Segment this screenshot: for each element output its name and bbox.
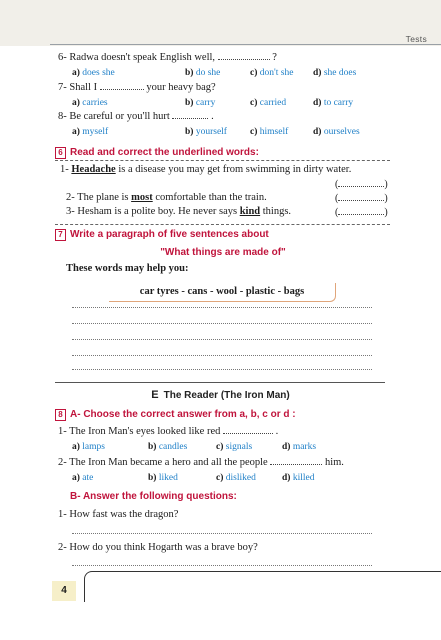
option-a[interactable]: a) does she [72,68,115,78]
answer-line[interactable] [72,533,372,534]
answer-blank[interactable] [218,51,270,60]
option-b[interactable]: b) yourself [185,127,227,137]
writing-line[interactable] [72,323,372,324]
answer-blank[interactable] [270,456,322,465]
section-8-part-b-title: B- Answer the following questions: [70,491,237,502]
question-8 [58,110,214,122]
option-a[interactable]: a) lamps [72,442,105,452]
word-bank: car tyres - cans - wool - plastic - bags [139,286,305,297]
option-d[interactable]: d) killed [282,473,315,483]
option-a[interactable]: a) myself [72,127,109,137]
option-b[interactable]: b) liked [148,473,178,483]
header-label: Tests [405,34,427,44]
question-7 [58,81,216,93]
answer-blank[interactable] [172,110,208,119]
reader-heading [0,389,441,401]
option-a[interactable]: a) ate [72,473,94,483]
question-text: 8- Be careful or you'll hurt [58,111,173,122]
underlined-word: kind [239,206,261,217]
correct-item-2: 2- The plane is most comfortable than the train. [66,192,267,203]
paragraph-topic: "What things are made of" [160,247,286,258]
answer-blank[interactable] [100,81,144,90]
section-8-part-a-title: A- Choose the correct answer from a, b, c or d : [70,409,296,420]
question-6 [58,51,277,63]
option-c[interactable]: c) carried [250,98,287,108]
open-question-1: 1- How fast was the dragon? [58,509,179,520]
reader-question-1: 1- The Iron Man's eyes looked like red . [58,426,279,437]
question-text: 6- Radwa doesn't speak English well, [58,52,218,63]
writing-line[interactable] [72,339,372,340]
correct-item-3: 3- Hesham is a polite boy. He never says kind things. [66,206,292,217]
footer-bracket [84,571,441,602]
hint-text: These words may help you: [66,263,189,274]
writing-line[interactable] [72,307,372,308]
question-text: 7- Shall I [58,82,100,93]
section-number-7: 7 [55,229,66,241]
section-letter: E [151,389,159,401]
option-c[interactable]: c) signals [216,442,253,452]
section-6-rule [55,160,390,161]
option-b[interactable]: b) do she [185,68,221,78]
header-band [0,0,441,46]
option-c[interactable]: c) disliked [216,473,256,483]
section-separator [55,382,385,383]
page-number: 4 [52,581,76,601]
reader-title: The Reader (The Iron Man) [163,390,290,401]
option-a[interactable]: a) carries [72,98,108,108]
option-d[interactable]: d) ourselves [313,127,360,137]
answer-blank[interactable] [223,425,273,434]
question-text-end: . [208,111,214,122]
reader-question-2: 2- The Iron Man became a hero and all the people him. [58,457,344,468]
question-text-end: ? [269,52,277,63]
section-number-6: 6 [55,147,66,159]
header-rule [50,44,441,45]
option-d[interactable]: d) she does [313,68,357,78]
option-d[interactable]: d) to carry [313,98,354,108]
option-c[interactable]: c) don't she [250,68,294,78]
writing-line[interactable] [72,355,372,356]
option-b[interactable]: b) candles [148,442,188,452]
question-text-end: your heavy bag? [143,82,216,93]
underlined-word: most [131,192,153,203]
correction-blank-1[interactable]: ( ) [335,179,388,190]
option-d[interactable]: d) marks [282,442,317,452]
correction-blank-3[interactable]: ( ) [335,207,388,218]
section-7-title: Write a paragraph of five sentences about [70,229,269,240]
section-number-8: 8 [55,409,66,421]
open-question-2: 2- How do you think Hogarth was a brave boy? [58,542,258,553]
correction-blank-2[interactable]: ( ) [335,193,388,204]
correct-item-1: 1- Headache is a disease you may get from swimming in dirty water. [60,164,352,175]
writing-line[interactable] [72,369,372,370]
section-6-bottom-rule [55,224,390,225]
section-6-title: Read and correct the underlined words: [70,147,259,158]
underlined-word: Headache [71,164,116,175]
answer-line[interactable] [72,565,372,566]
option-b[interactable]: b) carry [185,98,216,108]
option-c[interactable]: c) himself [250,127,289,137]
